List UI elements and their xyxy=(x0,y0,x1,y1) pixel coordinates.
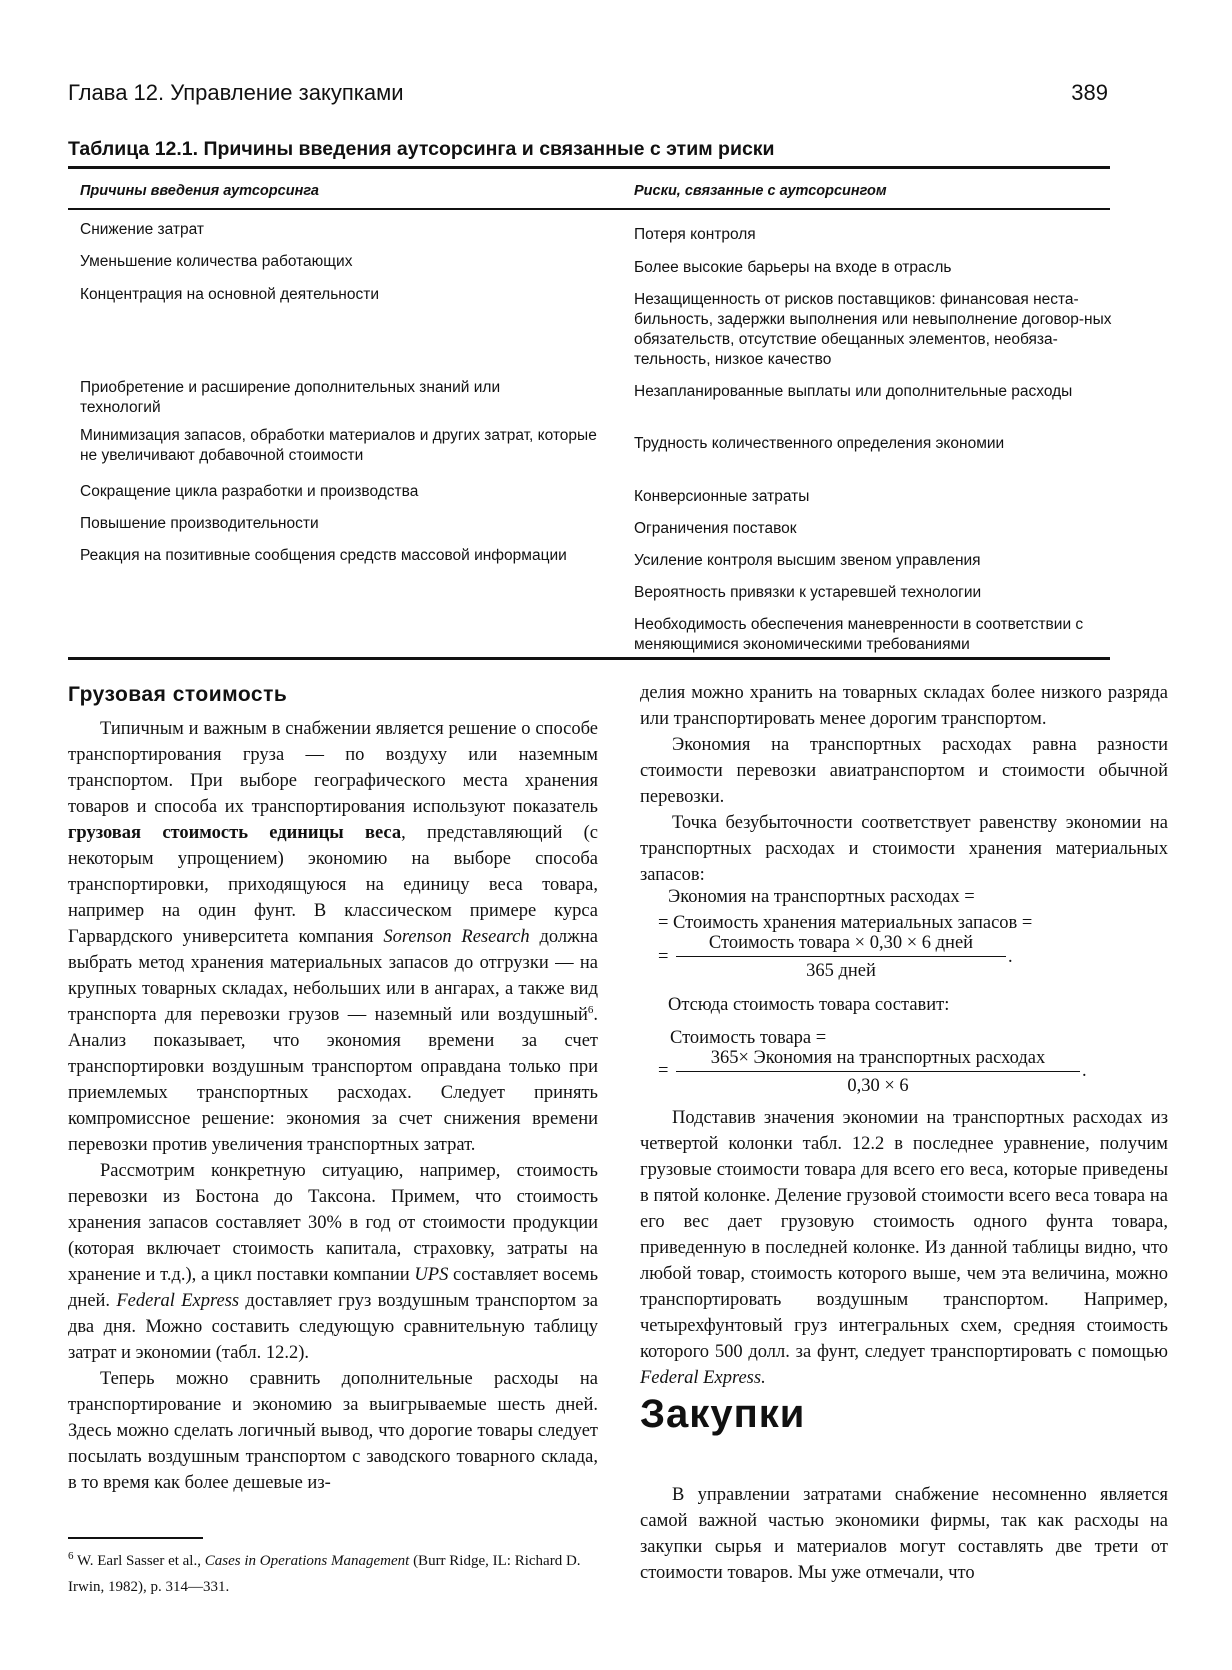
table-cell-risk: Незащищенность от рисков поставщиков: финансовая неста-бильность, задержки выполнения или невыполнение договор-ных обязательств, отсутствие обещанных элементов, необяза-тельность, низкое качество xyxy=(634,291,1112,368)
equals-sign: = xyxy=(658,1061,669,1081)
table-header-rule xyxy=(68,208,1110,210)
table-cell-reason: Минимизация запасов, обработки материалов и других затрат, которые не увеличивают добавочной стоимости xyxy=(80,427,597,464)
footnote: $^6$ W. Earl Sasser et al., Cases in Operations Management (Burr Ridge, IL: Richard D. Irwin, 1982), p. 314—331. xyxy=(68,1550,581,1595)
chapter-title: Глава 12. Управление закупками xyxy=(68,80,404,105)
section2-body xyxy=(640,1482,1168,1586)
footnote-rule xyxy=(68,1537,203,1539)
footnote-mark: 6 xyxy=(68,1550,74,1562)
equals-sign: = xyxy=(658,947,669,967)
table-cell-risk: Конверсионные затраты xyxy=(634,488,810,505)
table-cell-reason: Концентрация на основной деятельности xyxy=(80,286,379,303)
period: . xyxy=(1082,1061,1087,1081)
right-column-continued xyxy=(640,1105,1168,1391)
table-cell-reason: Повышение производительности xyxy=(80,515,319,532)
paragraph: Рассмотрим конкретную ситуацию, например, стоимость перевозки из Бостона до Таксона. Примем, что стоимость хранения запасов составляет 30% в год от стоимости продукции (которая включает стоимость капитала, страховку, затраты на хранение и т.д.), а цикл поставки компании UPS составляет восемь дней. Federal Express доставляет груз воздушным транспортом за два дня. Можно составить следующую сравнительную таблицу затрат и экономии (табл. 12.2). xyxy=(68,1161,599,1363)
section-heading: Грузовая стоимость xyxy=(68,683,288,706)
table-cell-risk: Незапланированные выплаты или дополнительные расходы xyxy=(634,383,1073,400)
paragraph: делия можно хранить на товарных складах более низкого разряда или транспортировать менее дорогим транспортом. xyxy=(640,683,1168,729)
table-caption: Таблица 12.1. Причины введения аутсорсинга и связанные с этим риски xyxy=(68,138,775,160)
table-cell-risk: Вероятность привязки к устаревшей технологии xyxy=(634,584,982,601)
section-heading-large: Закупки xyxy=(640,1392,806,1436)
equation-line: = Стоимость хранения материальных запасов = xyxy=(658,913,1033,933)
term-bold: грузовая стоимость единицы веса xyxy=(68,823,402,843)
table-cell-risk: Ограничения поставок xyxy=(634,520,797,537)
paragraph: Типичным и важным в снабжении является решение о способе транспортирования груза — по воздуху или наземным транспортом. При выборе географического места хранения товаров и способа их транспортирования используют показатель грузовая стоимость единицы веса, представляющий (с некоторым упрощением) экономию на выборе способа транспортировки, приходящуюся на единицу веса товара, например на один фунт. В классическом примере курса Гарвардского университета компания Sorenson Research должна выбрать метод хранения материальных запасов до отгрузки — на крупных товарных складах, небольших или в ангарах, а также вид транспорта для перевозки грузов — наземный или воздушный$^6$. Анализ показывает, что экономия времени за счет транспортировки воздушным транспортом оправдана только при приемлемых транспортных расходах. Следует принять компромиссное решение: экономия за счет снижения времени перевозки против увеличения транспортных затрат. xyxy=(68,719,598,1155)
table-cell-reason: Снижение затрат xyxy=(80,221,205,238)
right-column xyxy=(640,680,1168,888)
table-cell-reason: Сокращение цикла разработки и производства xyxy=(80,483,419,500)
table-cell-risk: Потеря контроля xyxy=(634,226,756,243)
table-cell-risk: Трудность количественного определения экономии xyxy=(634,435,1005,452)
table-cell-reason: Приобретение и расширение дополнительных знаний или технологий xyxy=(80,379,501,416)
table-cell-risk: Необходимость обеспечения маневренности в соответствии с меняющимися экономическими требованиями xyxy=(634,616,1084,653)
fraction-denominator: 365 дней xyxy=(806,961,876,981)
table-header-reasons: Причины введения аутсорсинга xyxy=(80,183,319,199)
table-cell-risk: Более высокие барьеры на входе в отрасль xyxy=(634,259,952,276)
equation-line: Экономия на транспортных расходах = xyxy=(668,887,975,907)
fraction-denominator: 0,30 × 6 xyxy=(847,1076,909,1096)
table-top-rule xyxy=(68,166,1110,169)
paragraph: Экономия на транспортных расходах равна разности стоимости перевозки авиатранспортом и стоимости обычной перевозки. xyxy=(640,735,1168,807)
table-cell-risk: Усиление контроля высшим звеном управления xyxy=(634,552,981,569)
footnote-ref: 6 xyxy=(587,1003,594,1016)
paragraph: Подставив значения экономии на транспортных расходах из четвертой колонки табл. 12.2 в последнее уравнение, получим грузовые стоимости товара для всего его веса, которые приведены в пятой колонке. Деление грузовой стоимости всего веса товара на его вес дает грузовую стоимость одного фунта товара, приведенную в последней колонке. Из данной таблицы видно, что любой товар, стоимость которого выше, чем эта величина, можно транспортировать воздушным транспортом. Например, четырехфунтовый груз интегральных схем, средняя стоимость которого 500 долл. за фунт, следует транспортировать с помощью Federal Express. xyxy=(640,1108,1168,1388)
running-header xyxy=(68,80,1108,106)
paragraph: В управлении затратами снабжение несомненно является самой важной частью экономики фирмы, так как расходы на закупки сырья и материалов могут составлять две трети от стоимости товаров. Мы уже отмечали, что xyxy=(640,1485,1168,1583)
table-cell-reason: Уменьшение количества работающих xyxy=(80,253,353,270)
page-number: 389 xyxy=(1071,80,1108,105)
table-bottom-rule xyxy=(68,657,1110,660)
paragraph: Точка безубыточности соответствует равенству экономии на транспортных расходах и стоимости хранения материальных запасов: xyxy=(640,813,1168,885)
equation-line: Стоимость товара = xyxy=(670,1028,827,1048)
equation-text: Отсюда стоимость товара составит: xyxy=(668,995,950,1015)
table-header-risks: Риски, связанные с аутсорсингом xyxy=(634,183,887,199)
table-cell-reason: Реакция на позитивные сообщения средств массовой информации xyxy=(80,547,567,564)
fraction-numerator: Стоимость товара × 0,30 × 6 дней xyxy=(676,930,1006,957)
period: . xyxy=(1008,947,1013,967)
paragraph: Теперь можно сравнить дополнительные расходы на транспортирование и экономию за выигрываемые шесть дней. Здесь можно сделать логичный вывод, что дорогие товары следует посылать воздушным транспортом с заводского товарного склада, в то время как более дешевые из- xyxy=(68,1369,598,1493)
left-column xyxy=(68,716,598,1496)
fraction-numerator: 365× Экономия на транспортных расходах xyxy=(676,1045,1080,1072)
